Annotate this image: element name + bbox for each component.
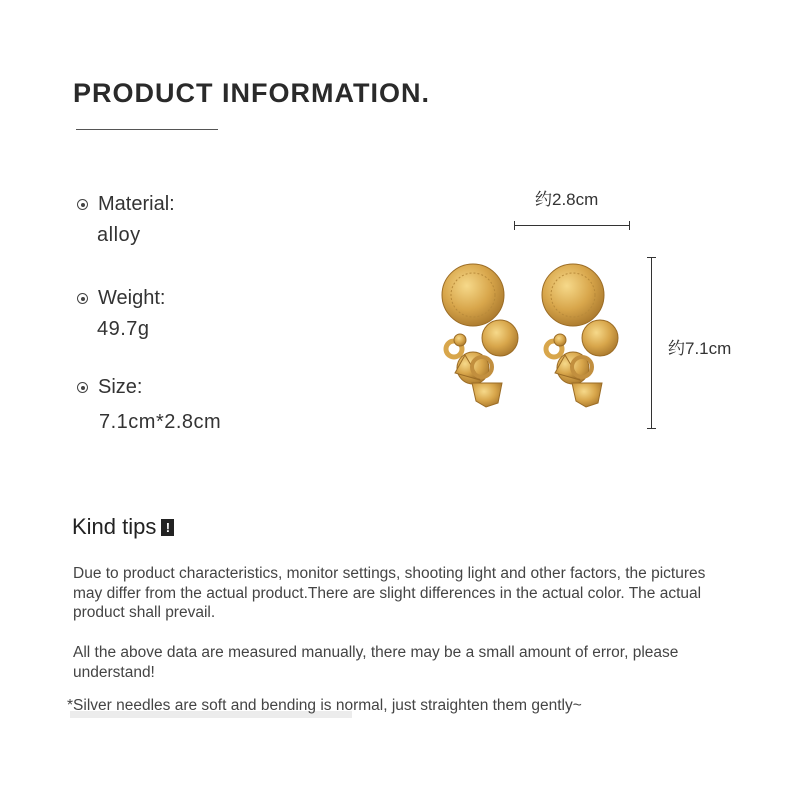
spec-weight (77, 287, 165, 341)
bullet-icon (77, 199, 88, 210)
spec-label: Material: (98, 193, 175, 215)
width-dimension-line (514, 225, 630, 226)
spec-value: 7.1cm*2.8cm (99, 411, 222, 433)
tips-paragraph-2: All the above data are measured manually, there may be a small amount of error, please understand! (73, 644, 679, 681)
tips-paragraph-1: Due to product characteristics, monitor settings, shooting light and other factors, the pictures may differ from the actual product.There are slight differences in the actual color. The actual product shall prevail. (73, 565, 706, 621)
earrings-image (430, 255, 630, 415)
width-dimension-tick (514, 221, 515, 230)
exclamation-icon: ! (161, 519, 174, 536)
silver-needles-note: *Silver needles are soft and bending is normal, just straighten them gently~ (67, 697, 582, 714)
kind-tips-label: Kind tips (72, 514, 157, 539)
spec-value: alloy (97, 224, 141, 246)
right-earring (542, 264, 618, 407)
width-dimension-label: 约2.8cm (535, 190, 599, 209)
spec-material (77, 193, 175, 247)
height-dimension-tick (647, 257, 656, 258)
spec-value: 49.7g (97, 318, 150, 340)
width-dimension-tick (629, 221, 630, 230)
kind-tips-heading (72, 514, 174, 540)
bullet-icon (77, 293, 88, 304)
page-title: PRODUCT INFORMATION. (73, 78, 430, 108)
spec-size (77, 376, 221, 434)
height-dimension-line (651, 257, 652, 429)
height-dimension-label: 约7.1cm (668, 339, 732, 358)
spec-label: Weight: (98, 287, 166, 309)
bullet-icon (77, 382, 88, 393)
left-earring (442, 264, 518, 407)
spec-label: Size: (98, 376, 143, 398)
height-dimension-tick (647, 428, 656, 429)
title-underline (76, 129, 218, 130)
